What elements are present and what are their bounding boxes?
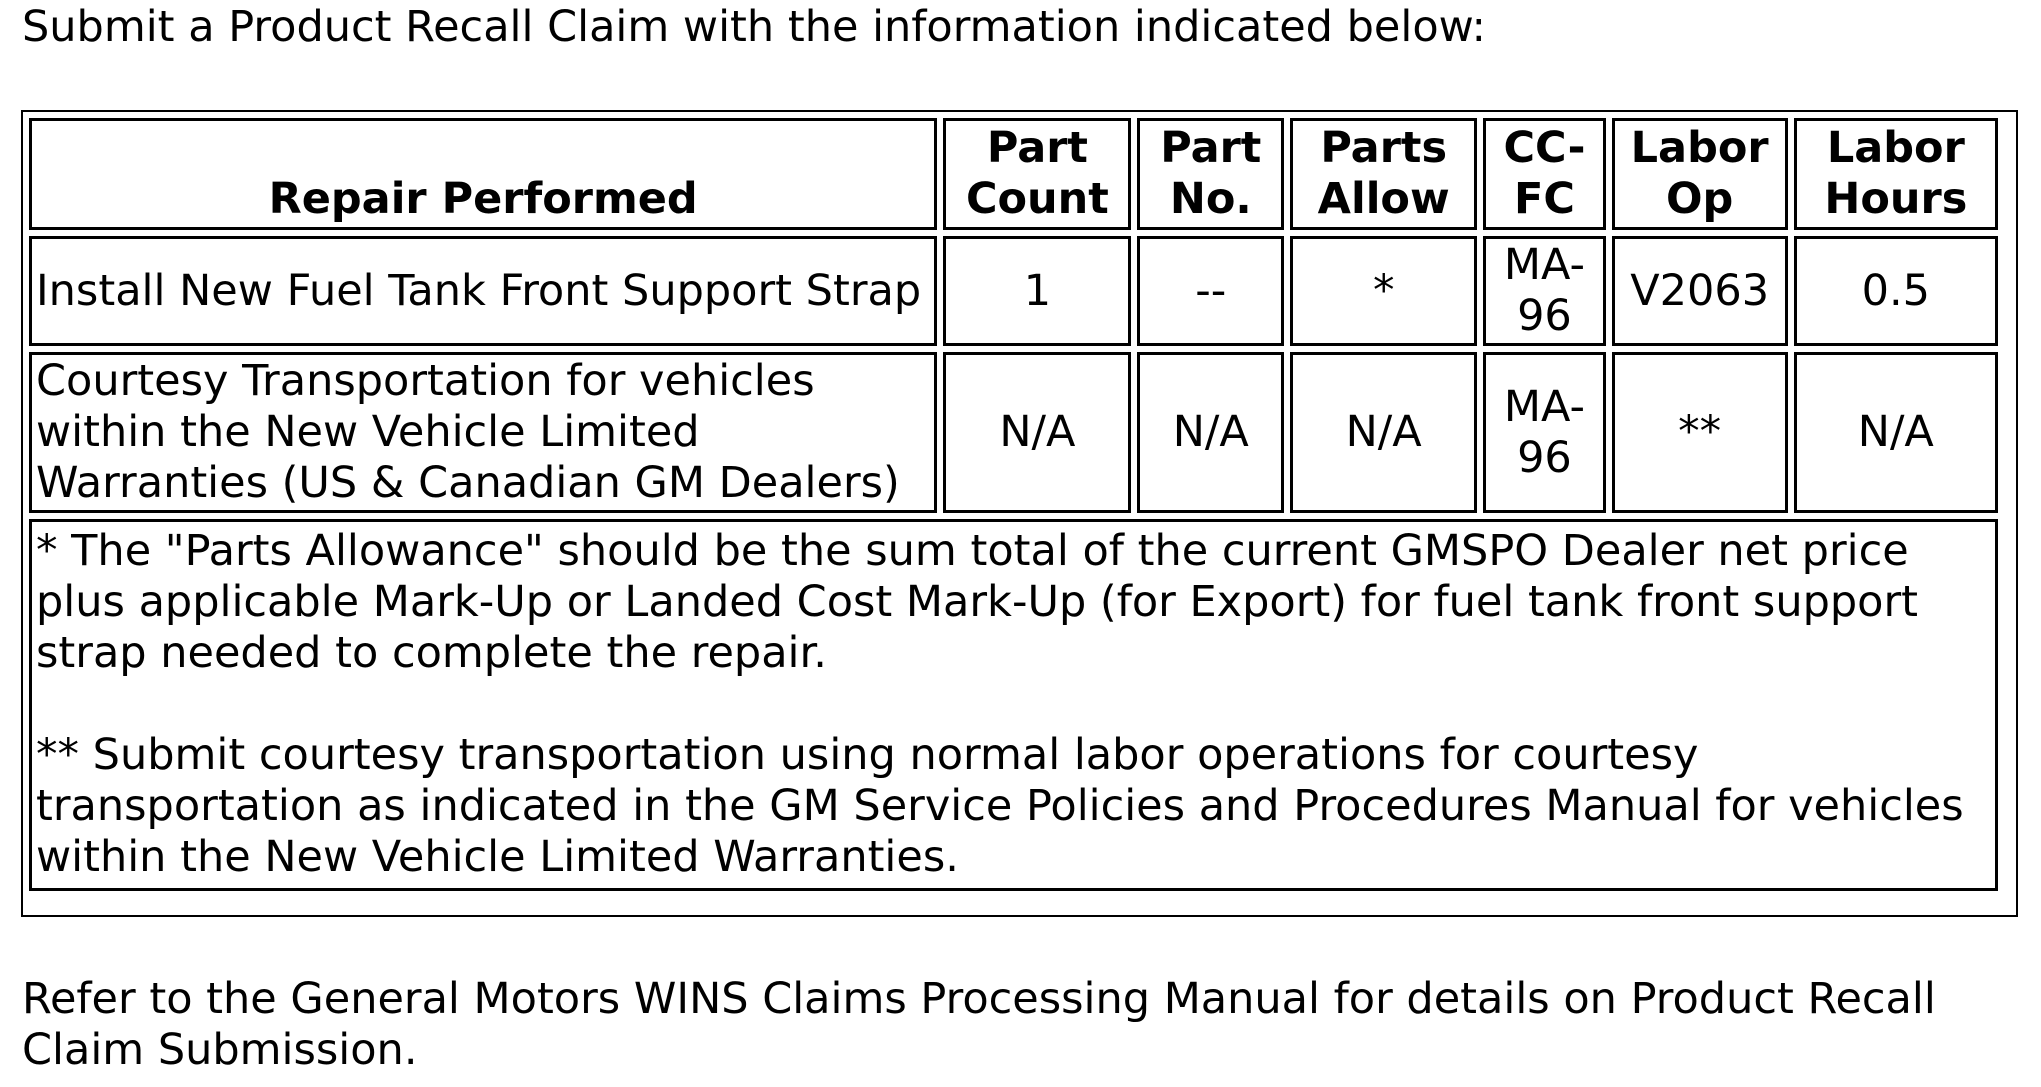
cell-part-count: N/A bbox=[943, 352, 1131, 513]
note-courtesy-transportation: ** Submit courtesy transportation using normal labor operations for courtesy transportation as indicated in the GM Service Policies and Procedures Manual for vehicles within the New Vehicle Limited Warranties. bbox=[36, 730, 1964, 882]
header-parts-allow: Parts Allow bbox=[1290, 118, 1477, 230]
cell-part-no: N/A bbox=[1137, 352, 1284, 513]
header-part-no: Part No. bbox=[1137, 118, 1284, 230]
notes-cell bbox=[29, 519, 1998, 891]
header-ccfc: CC- FC bbox=[1483, 118, 1605, 230]
notes-row bbox=[29, 519, 1998, 891]
cell-labor-hours: 0.5 bbox=[1794, 236, 1998, 346]
cell-labor-op: V2063 bbox=[1612, 236, 1788, 346]
recall-claim-table bbox=[23, 112, 2004, 897]
cell-ccfc: MA- 96 bbox=[1483, 236, 1605, 346]
intro-text: Submit a Product Recall Claim with the information indicated below: bbox=[22, 2, 1486, 52]
footer-text: Refer to the General Motors WINS Claims Processing Manual for details on Product Recall Claim Submission. bbox=[22, 974, 1936, 1075]
header-labor-hours: Labor Hours bbox=[1794, 118, 1998, 230]
cell-labor-hours: N/A bbox=[1794, 352, 1998, 513]
cell-labor-op: ** bbox=[1612, 352, 1788, 513]
cell-parts-allow: N/A bbox=[1290, 352, 1477, 513]
table-row bbox=[29, 352, 1998, 513]
recall-claim-table-frame bbox=[21, 110, 2018, 917]
note-parts-allowance: * The "Parts Allowance" should be the sum total of the current GMSPO Dealer net price plus applicable Mark-Up or Landed Cost Mark-Up (for Export) for fuel tank front support strap needed to complete the repair. bbox=[36, 526, 1919, 678]
cell-part-no: -- bbox=[1137, 236, 1284, 346]
header-part-count: Part Count bbox=[943, 118, 1131, 230]
cell-parts-allow: * bbox=[1290, 236, 1477, 346]
cell-repair: Install New Fuel Tank Front Support Strap bbox=[29, 236, 937, 346]
header-labor-op: Labor Op bbox=[1612, 118, 1788, 230]
cell-ccfc: MA- 96 bbox=[1483, 352, 1605, 513]
table-row bbox=[29, 236, 1998, 346]
cell-repair: Courtesy Transportation for vehicles within the New Vehicle Limited Warranties (US & Canadian GM Dealers) bbox=[29, 352, 937, 513]
header-repair-performed: Repair Performed bbox=[29, 118, 937, 230]
cell-part-count: 1 bbox=[943, 236, 1131, 346]
table-header-row bbox=[29, 118, 1998, 230]
